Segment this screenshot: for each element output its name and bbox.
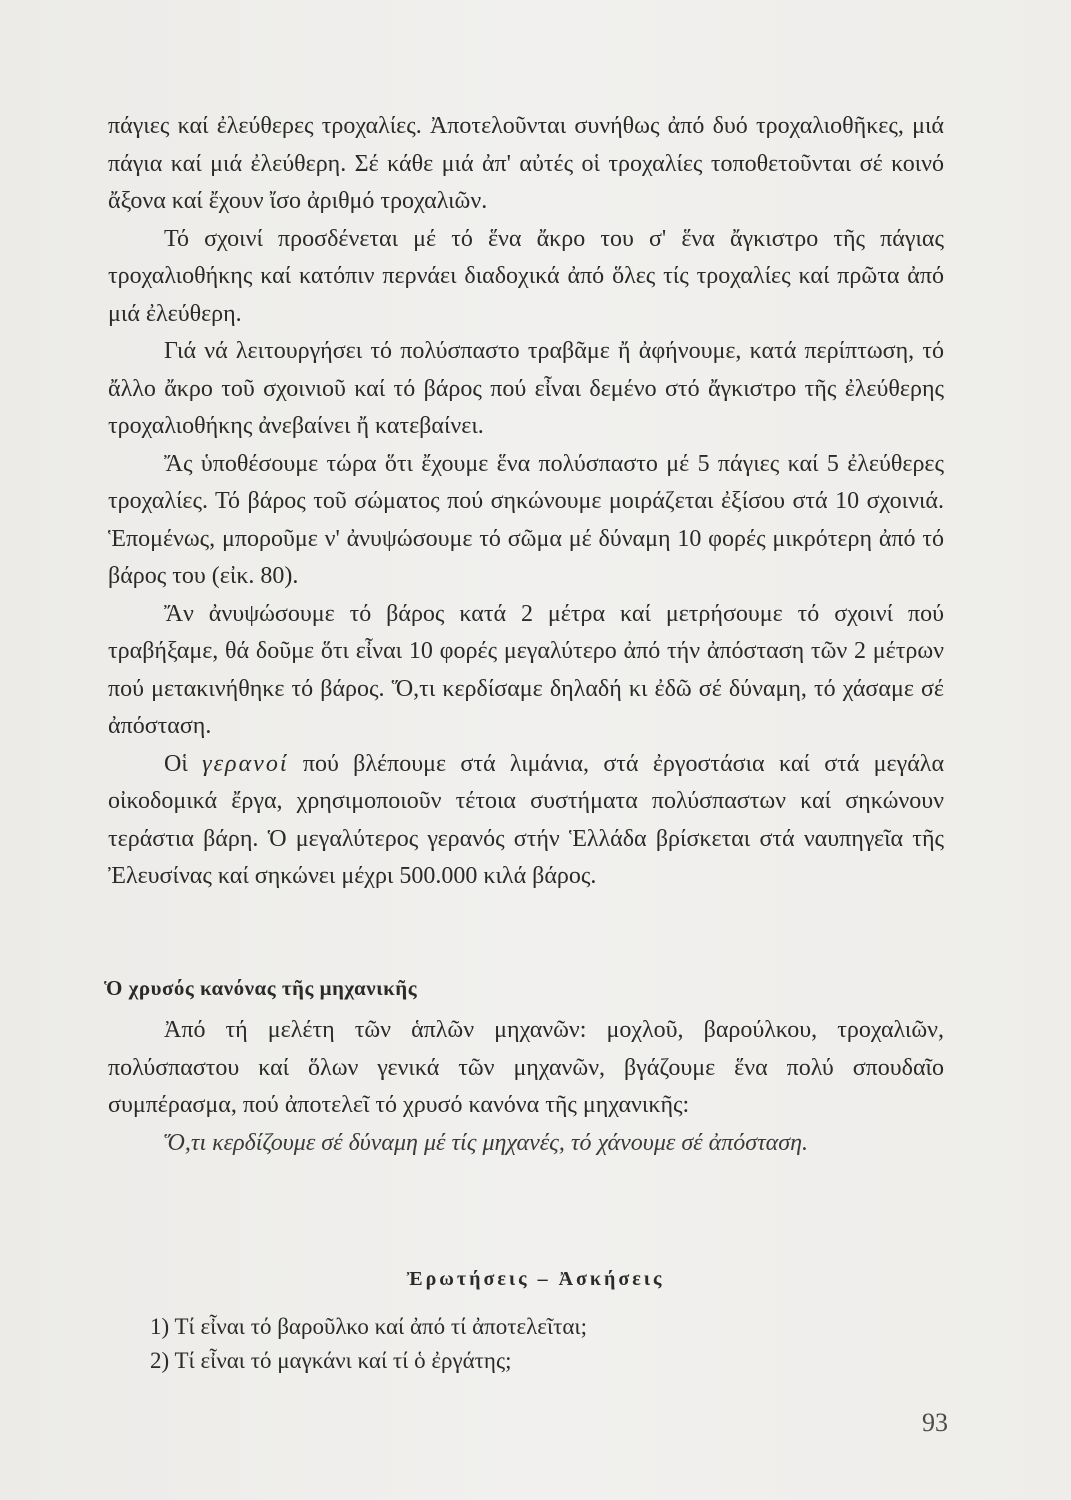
paragraph-operation: Γιά νά λειτουργήσει τό πολύσπαστο τραβᾶμε ἤ ἀφήνουμε, κατά περίπτωση, τό ἄλλο ἄκρο τοῦ σχοινιοῦ καί τό βάρος πού εἶναι δεμένο στό ἄγκιστρο τῆς ἐλεύθερης τροχαλιοθήκης ἀνεβαίνει ἤ κατεβαίνει. bbox=[108, 338, 944, 439]
cranes-lead: Οἱ bbox=[164, 750, 188, 777]
page-number: 93 bbox=[922, 1408, 948, 1437]
cranes-term: γερανοί bbox=[202, 750, 289, 777]
paragraph-distance: Ἄν ἀνυψώσουμε τό βάρος κατά 2 μέτρα καί μετρήσουμε τό σχοινί πού τραβήξαμε, θά δοῦμε ὅτι εἶναι 10 φορές μεγαλύτερο ἀπό τήν ἀπόσταση τῶν 2 μέτρων πού μετακινήθηκε τό βάρος. Ὅ,τι κερδίσαμε δηλαδή κι ἐδῶ σέ δύναμη, τό χάσαμε σέ ἀπόσταση. bbox=[108, 600, 944, 739]
paragraph-cranes bbox=[108, 746, 944, 896]
question-item: 2) Τί εἶναι τό μαγκάνι καί τί ὁ ἐργάτης; bbox=[150, 1348, 512, 1373]
golden-rule-intro: Ἀπό τή μελέτη τῶν ἁπλῶν μηχανῶν: μοχλοῦ, βαρούλκου, τροχαλιῶν, πολύσπαστου καί ὅλων γενικά τῶν μηχανῶν, βγάζουμε ἕνα πολύ σπουδαῖο συμπέρασμα, πού ἀποτελεῖ τό χρυσό κανόνα τῆς μηχανικῆς: bbox=[108, 1017, 944, 1118]
paragraph-example: Ἄς ὑποθέσουμε τώρα ὅτι ἔχουμε ἕνα πολύσπαστο μέ 5 πάγιες καί 5 ἐλεύθερες τροχαλίες. Τό βάρος τοῦ σώματος πού σηκώνουμε μοιράζεται ἐξίσου στά 10 σχοινιά. Ἑπομένως, μποροῦμε ν' ἀνυψώσουμε τό σῶμα μέ δύναμη 10 φορές μικρότερη ἀπό τό βάρος του (εἰκ. 80). bbox=[108, 450, 944, 589]
section-body bbox=[108, 1012, 944, 1162]
questions-title: Ἐρωτήσεις – Ἀσκήσεις bbox=[406, 1268, 665, 1290]
cranes-rest: πού βλέπουμε στά λιμάνια, στά ἐργοστάσια καί στά μεγάλα οἰκοδομικά ἔργα, χρησιμοποιοῦν τέτοια συστήματα πολύσπαστων καί σηκώνουν τεράστια βάρη. Ὁ μεγαλύτερος γερανός στήν Ἑλλάδα βρίσκεται στά ναυπηγεῖα τῆς Ἐλευσίνας καί σηκώνει μέχρι 500.000 κιλά βάρος. bbox=[108, 750, 945, 889]
paragraph-rope: Τό σχοινί προσδένεται μέ τό ἕνα ἄκρο του σ' ἕνα ἄγκιστρο τῆς πάγιας τροχαλιοθήκης καί κατόπιν περνάει διαδοχικά ἀπό ὅλες τίς τροχαλίες καί πρῶτα ἀπό μιά ἐλεύθερη. bbox=[108, 225, 944, 327]
section-heading: Ὁ χρυσός κανόνας τῆς μηχανικῆς bbox=[104, 976, 418, 1000]
paragraph-continuation: πάγιες καί ἐλεύθερες τροχαλίες. Ἀποτελοῦνται συνήθως ἀπό δυό τροχαλιοθῆκες, μιά πάγια καί μιά ἐλεύθερη. Σέ κάθε μιά ἀπ' αὐτές οἱ τροχαλίες τοποθετοῦνται σέ κοινό ἄξονα καί ἔχουν ἴσο ἀριθμό τροχαλιῶν. bbox=[108, 113, 944, 214]
questions-list bbox=[150, 1310, 950, 1378]
golden-rule: Ὅ,τι κερδίζουμε σέ δύναμη μέ τίς μηχανές, τό χάνουμε σέ ἀπόσταση. bbox=[164, 1129, 809, 1156]
main-text bbox=[108, 108, 944, 896]
question-item: 1) Τί εἶναι τό βαροῦλκο καί ἀπό τί ἀποτελεῖται; bbox=[150, 1314, 588, 1339]
